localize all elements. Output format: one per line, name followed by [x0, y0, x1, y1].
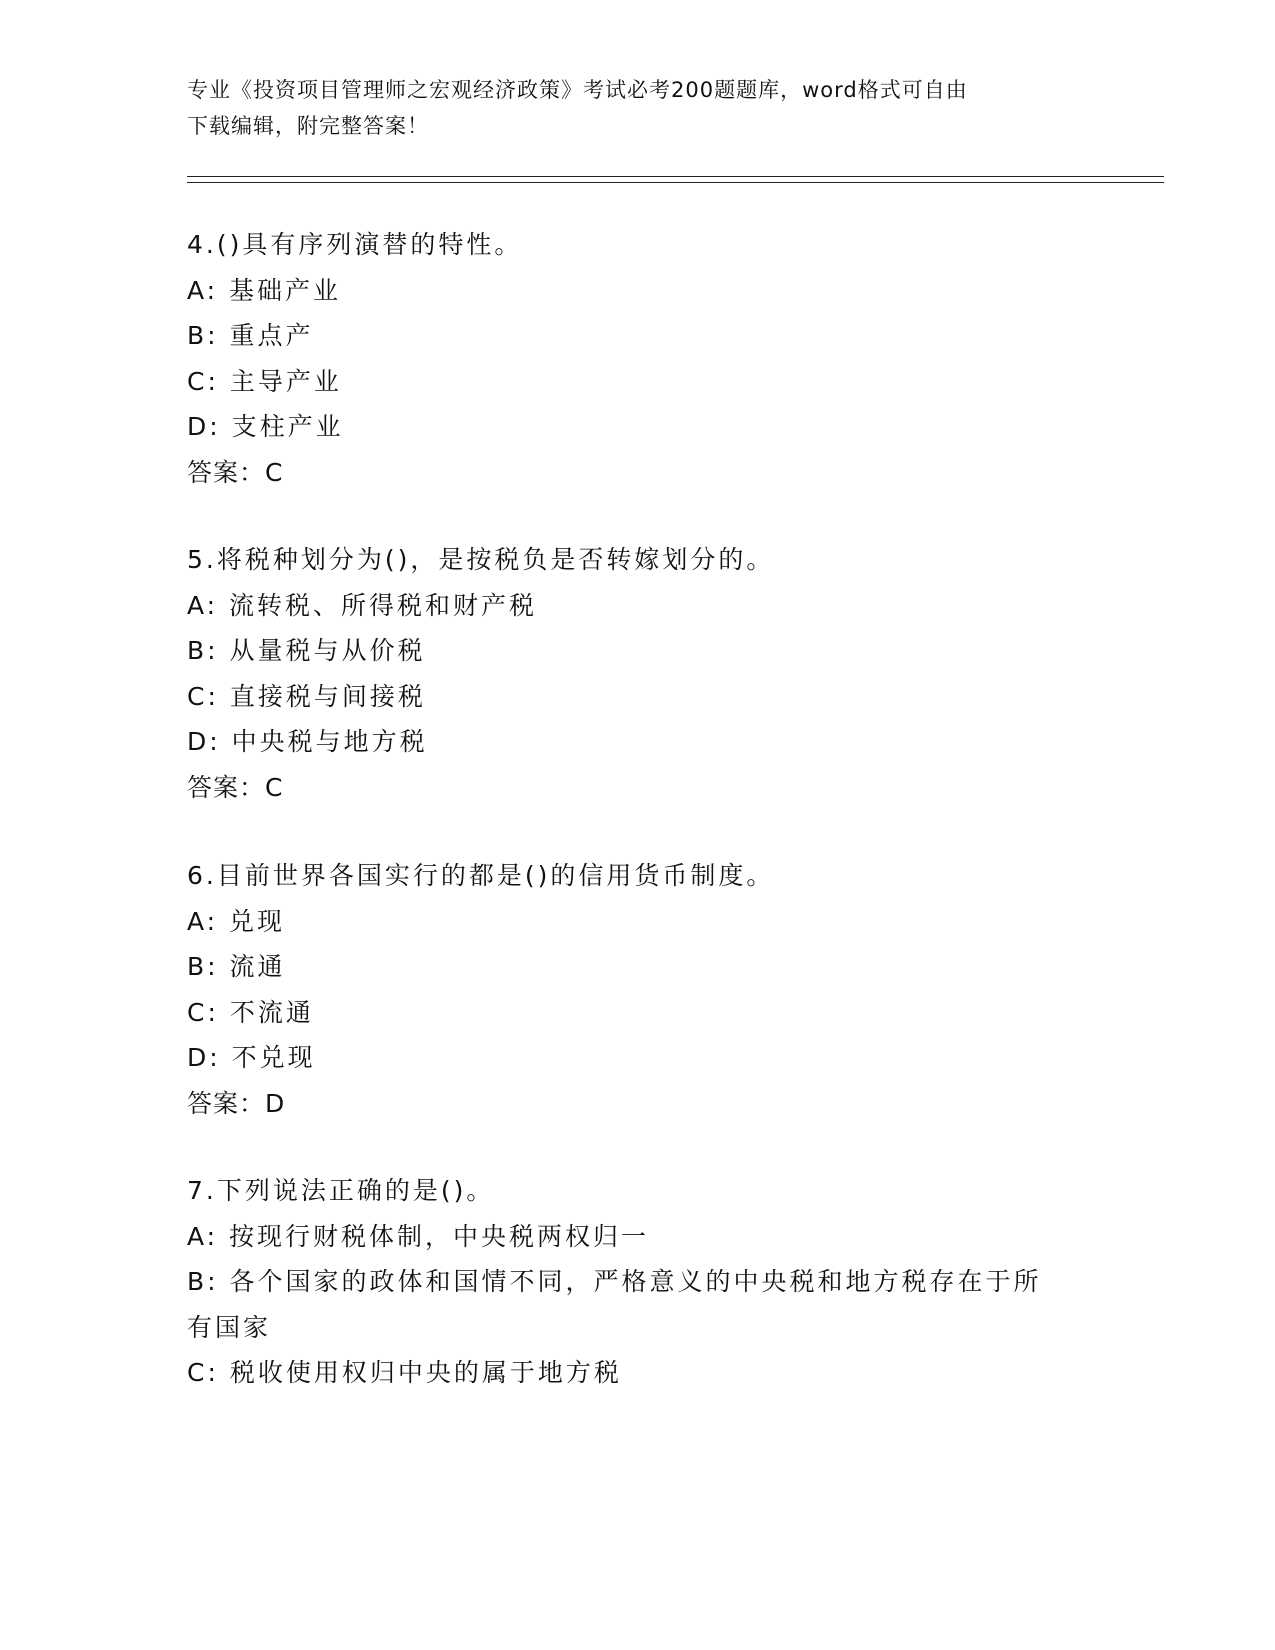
option-d: D: 中央税与地方税: [187, 727, 428, 756]
option-c: C: 直接税与间接税: [187, 681, 426, 711]
header-title-line-2: 下载编辑，附完整答案！: [187, 114, 429, 138]
answer: 答案：C: [187, 772, 284, 802]
header-divider-top: [187, 176, 1164, 177]
answer: 答案：D: [187, 1088, 286, 1118]
question-5: [187, 537, 1087, 810]
question-4: [187, 222, 1087, 495]
question-stem: 5.将税种划分为()，是按税负是否转嫁划分的。: [187, 545, 775, 574]
question-stem: 7.下列说法正确的是()。: [187, 1176, 495, 1205]
option-c: C: 税收使用权归中央的属于地方税: [187, 1358, 622, 1387]
option-b: B: 重点产: [187, 321, 314, 350]
option-b: B: 流通: [187, 952, 286, 981]
option-a: A: 按现行财税体制，中央税两权归一: [187, 1221, 650, 1251]
option-d: D: 支柱产业: [187, 412, 344, 441]
option-a: A: 流转税、所得税和财产税: [187, 590, 538, 620]
question-stem: 6.目前世界各国实行的都是()的信用货币制度。: [187, 861, 775, 890]
option-b: B: 各个国家的政体和国情不同，严格意义的中央税和地方税存在于所有国家: [187, 1267, 1042, 1342]
question-stem: 4.()具有序列演替的特性。: [187, 230, 523, 259]
header-title-line-1: 专业《投资项目管理师之宏观经济政策》考试必考200题题库，word格式可自由: [187, 78, 968, 102]
document-header: [187, 72, 1087, 144]
option-c: C: 主导产业: [187, 366, 342, 396]
question-7: [187, 1168, 1087, 1396]
option-b: B: 从量税与从价税: [187, 636, 426, 665]
question-6: [187, 853, 1087, 1126]
option-a: A: 基础产业: [187, 275, 342, 305]
header-divider-bottom: [187, 182, 1164, 183]
answer: 答案：C: [187, 457, 284, 487]
option-c: C: 不流通: [187, 997, 314, 1027]
option-d: D: 不兑现: [187, 1043, 316, 1072]
option-a: A: 兑现: [187, 906, 286, 936]
